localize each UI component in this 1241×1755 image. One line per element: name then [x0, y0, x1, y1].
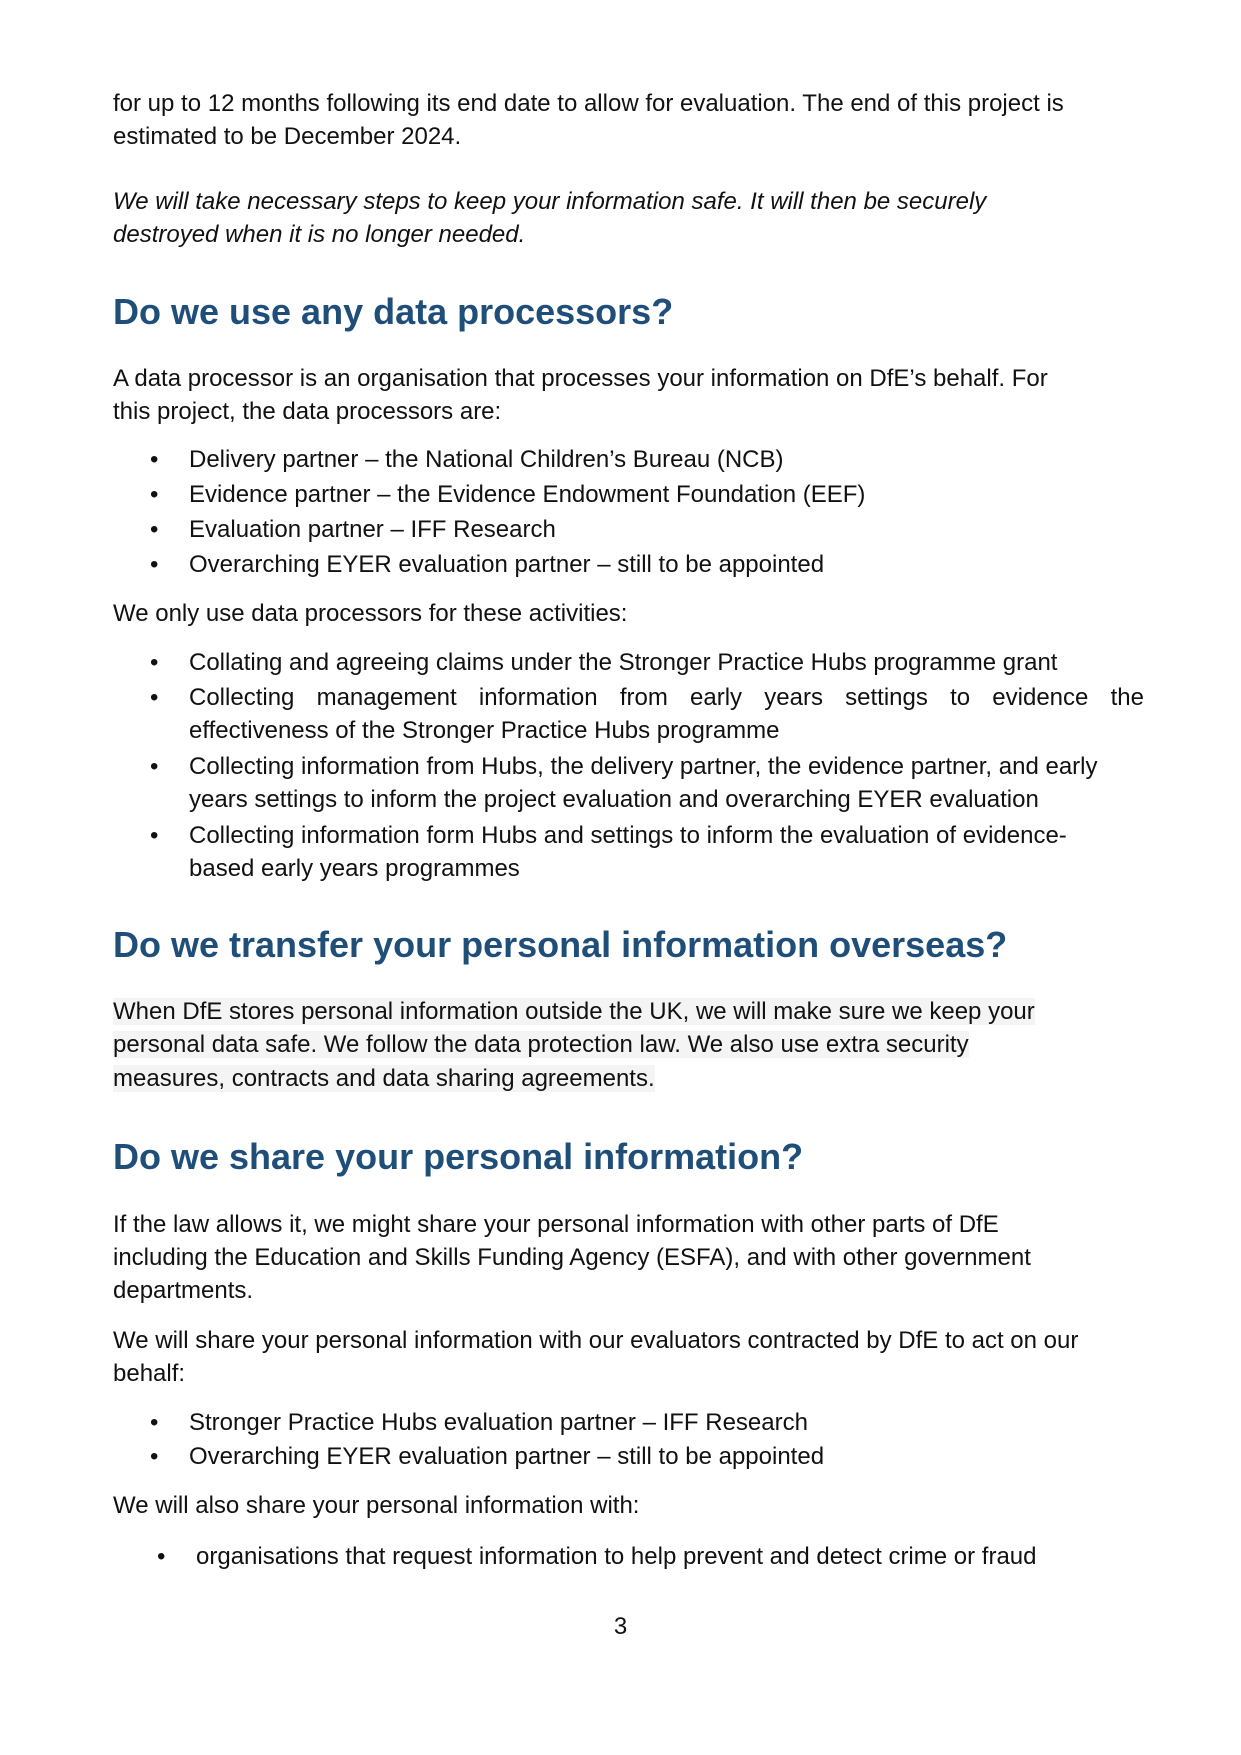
- paragraph-line: If the law allows it, we might share your personal information with other parts of DfE: [113, 1211, 999, 1238]
- heading-overseas-transfer: Do we transfer your personal information overseas?: [113, 924, 1008, 965]
- bullet-icon: •: [150, 551, 159, 578]
- bullet-icon: •: [150, 822, 159, 849]
- italic-paragraph-line: destroyed when it is no longer needed.: [113, 221, 526, 248]
- list-item-continuation: based early years programmes: [189, 855, 520, 882]
- list-item-continuation: years settings to inform the project evaluation and overarching EYER evaluation: [189, 786, 1039, 813]
- list-item: Collating and agreeing claims under the Stronger Practice Hubs programme grant: [189, 649, 1058, 676]
- highlighted-text: personal data safe. We follow the data protection law. We also use extra security: [113, 1031, 969, 1058]
- bullet-icon: •: [150, 753, 159, 780]
- justified-list-line: [189, 681, 1144, 715]
- list-item: Collecting information from Hubs, the delivery partner, the evidence partner, and early: [189, 753, 1098, 780]
- bullet-icon: •: [150, 446, 159, 473]
- paragraph-line: We only use data processors for these activities:: [113, 600, 628, 627]
- list-item: organisations that request information to help prevent and detect crime or fraud: [196, 1543, 1037, 1570]
- word: settings: [845, 684, 928, 711]
- bullet-icon: •: [150, 516, 159, 543]
- paragraph-line: A data processor is an organisation that processes your information on DfE’s behalf. For: [113, 365, 1048, 392]
- paragraph-line: behalf:: [113, 1360, 186, 1387]
- word: Collecting: [189, 684, 295, 711]
- paragraph-line: this project, the data processors are:: [113, 398, 502, 425]
- bullet-icon: •: [150, 1409, 159, 1436]
- highlighted-text: measures, contracts and data sharing agreements.: [113, 1065, 655, 1092]
- word: evidence: [992, 684, 1089, 711]
- page-number: 3: [613, 1613, 628, 1640]
- bullet-icon: •: [157, 1543, 166, 1570]
- list-item: Evidence partner – the Evidence Endowment Foundation (EEF): [189, 481, 866, 508]
- bullet-icon: •: [150, 649, 159, 676]
- word: years: [764, 684, 823, 711]
- list-item: Overarching EYER evaluation partner – still to be appointed: [189, 1443, 825, 1470]
- paragraph-line: departments.: [113, 1277, 254, 1304]
- word: from: [619, 684, 668, 711]
- list-item: Overarching EYER evaluation partner – still to be appointed: [189, 551, 825, 578]
- paragraph-line: for up to 12 months following its end date to allow for evaluation. The end of this project is: [113, 90, 1064, 117]
- bullet-icon: •: [150, 684, 159, 711]
- paragraph-line: [113, 1062, 655, 1096]
- heading-sharing: Do we share your personal information?: [113, 1136, 804, 1177]
- paragraph-line: including the Education and Skills Funding Agency (ESFA), and with other government: [113, 1244, 1031, 1271]
- word: early: [690, 684, 743, 711]
- bullet-icon: •: [150, 481, 159, 508]
- heading-data-processors: Do we use any data processors?: [113, 291, 674, 332]
- list-item-continuation: effectiveness of the Stronger Practice Hubs programme: [189, 717, 780, 744]
- word: management: [316, 684, 457, 711]
- word: the: [1110, 684, 1144, 711]
- paragraph-line: estimated to be December 2024.: [113, 123, 462, 150]
- highlighted-text: When DfE stores personal information outside the UK, we will make sure we keep your: [113, 998, 1035, 1025]
- bullet-icon: •: [150, 1443, 159, 1470]
- paragraph-line: [113, 995, 1035, 1029]
- paragraph-line: We will also share your personal information with:: [113, 1492, 640, 1519]
- italic-paragraph-line: We will take necessary steps to keep your information safe. It will then be securely: [113, 188, 987, 215]
- word: to: [950, 684, 971, 711]
- list-item: Stronger Practice Hubs evaluation partner – IFF Research: [189, 1409, 808, 1436]
- word: information: [478, 684, 598, 711]
- list-item: Evaluation partner – IFF Research: [189, 516, 556, 543]
- paragraph-line: We will share your personal information with our evaluators contracted by DfE to act on our: [113, 1327, 1079, 1354]
- list-item: Collecting information form Hubs and settings to inform the evaluation of evidence-: [189, 822, 1067, 849]
- paragraph-line: [113, 1028, 969, 1062]
- list-item: Delivery partner – the National Children’s Bureau (NCB): [189, 446, 784, 473]
